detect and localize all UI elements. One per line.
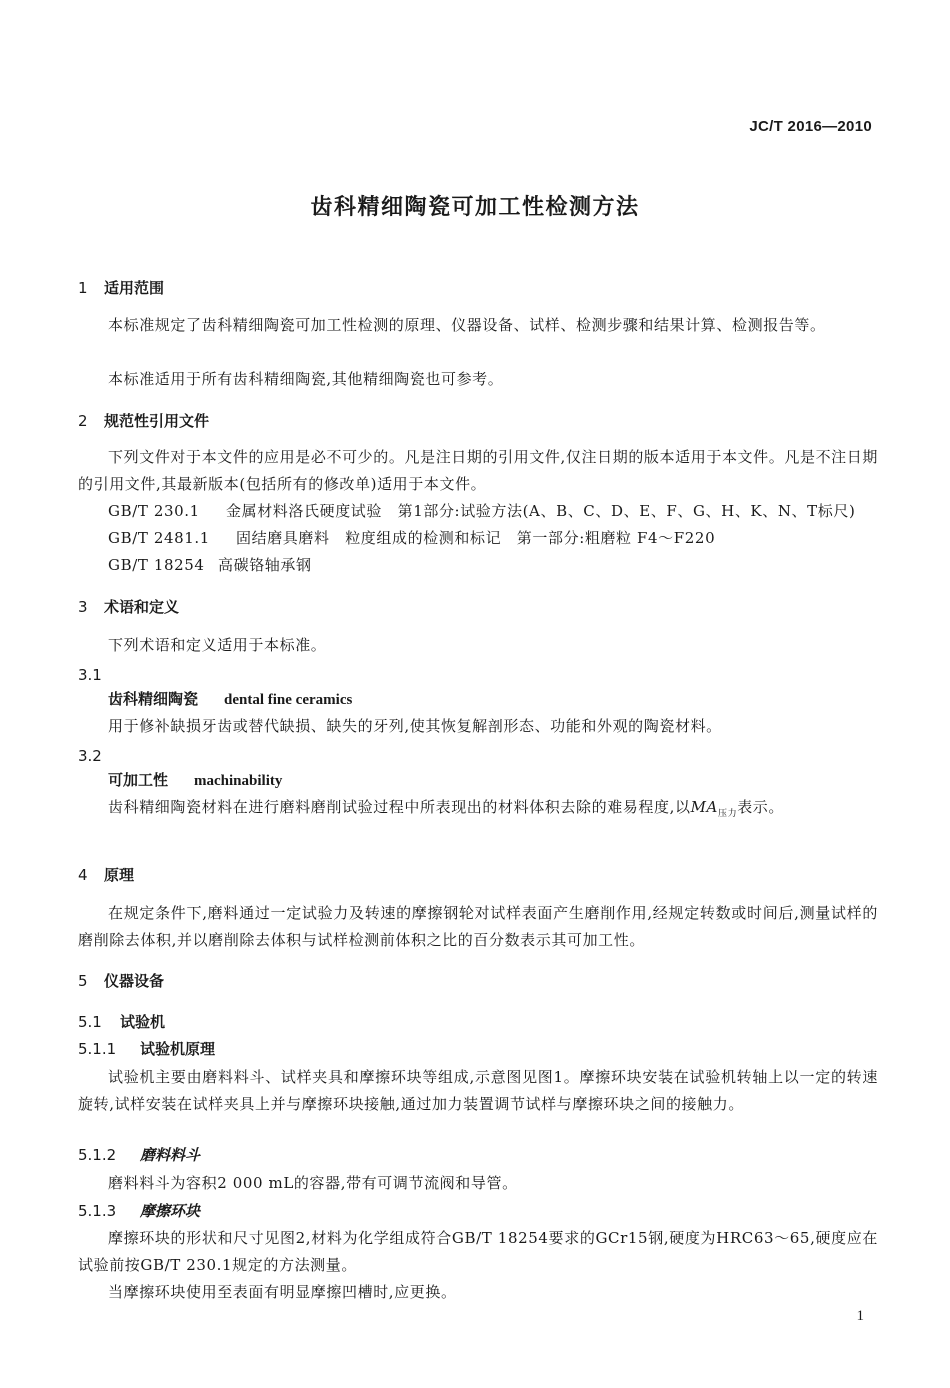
document-code: JC/T 2016—2010 bbox=[749, 118, 872, 135]
reference-title: 金属材料洛氏硬度试验 第1部分:试验方法(A、B、C、D、E、F、G、H、K、N、T标尺) bbox=[226, 502, 856, 520]
reference-title: 高碳铬轴承钢 bbox=[218, 556, 312, 574]
term-3-2-definition bbox=[78, 794, 878, 828]
section-title: 试验机 bbox=[120, 1013, 166, 1031]
section-title: 摩擦环块 bbox=[140, 1202, 201, 1220]
definition-text: 齿科精细陶瓷材料在进行磨料磨削试验过程中所表现出的材料体积去除的难易程度,以 bbox=[108, 798, 691, 816]
section-5-1-3-paragraph-2: 当摩擦环块使用至表面有明显摩擦凹槽时,应更换。 bbox=[108, 1283, 457, 1301]
section-3-paragraph-1: 下列术语和定义适用于本标准。 bbox=[108, 636, 327, 654]
section-number: 5 bbox=[78, 972, 88, 990]
section-5-1-3-heading bbox=[78, 1200, 878, 1222]
section-title: 仪器设备 bbox=[104, 972, 165, 990]
section-5-1-heading bbox=[78, 1011, 878, 1033]
term-3-2-number: 3.2 bbox=[78, 747, 102, 765]
reference-item bbox=[78, 552, 908, 579]
term-3-1-definition: 用于修补缺损牙齿或替代缺损、缺失的牙列,使其恢复解剖形态、功能和外观的陶瓷材料。 bbox=[108, 717, 722, 735]
section-number: 5.1.1 bbox=[78, 1040, 117, 1058]
section-title: 原理 bbox=[104, 866, 135, 884]
section-number: 5.1 bbox=[78, 1013, 102, 1031]
section-5-1-1-heading bbox=[78, 1038, 878, 1060]
section-number: 3 bbox=[78, 598, 88, 616]
section-5-heading bbox=[78, 970, 878, 992]
section-1-paragraph-1: 本标准规定了齿科精细陶瓷可加工性检测的原理、仪器设备、试样、检测步骤和结果计算、检测报告等。 bbox=[108, 316, 826, 334]
section-number: 1 bbox=[78, 279, 88, 297]
reference-code: GB/T 2481.1 bbox=[108, 529, 210, 547]
section-number: 4 bbox=[78, 866, 88, 884]
definition-text-end: 表示。 bbox=[737, 798, 784, 816]
term-3-1-name bbox=[78, 686, 908, 714]
section-5-1-1-paragraph-1: 试验机主要由磨料料斗、试样夹具和摩擦环块等组成,示意图见图1。摩擦环块安装在试验机转轴上以一定的转速旋转,试样安装在试样夹具上并与摩擦环块接触,通过加力装置调节试样与摩擦环块之间的接触力。 bbox=[78, 1068, 878, 1113]
term-name-cn: 可加工性 bbox=[108, 771, 169, 789]
section-3-heading bbox=[78, 596, 878, 618]
reference-item bbox=[78, 498, 908, 525]
section-5-1-2-paragraph-1: 磨料料斗为容积2 000 mL的容器,带有可调节流阀和导管。 bbox=[108, 1174, 518, 1192]
section-title: 规范性引用文件 bbox=[104, 412, 210, 430]
section-title: 术语和定义 bbox=[104, 598, 180, 616]
section-4-heading bbox=[78, 864, 878, 886]
term-name-en: machinability bbox=[194, 773, 283, 789]
section-number: 5.1.2 bbox=[78, 1146, 117, 1164]
reference-item bbox=[78, 525, 908, 552]
page-number: 1 bbox=[856, 1308, 864, 1324]
section-2-paragraph-1: 下列文件对于本文件的应用是必不可少的。凡是注日期的引用文件,仅注日期的版本适用于本文件。凡是不注日期的引用文件,其最新版本(包括所有的修改单)适用于本文件。 bbox=[78, 448, 878, 493]
document-title: 齿科精细陶瓷可加工性检测方法 bbox=[310, 195, 640, 220]
section-1-heading bbox=[78, 277, 878, 299]
section-5-1-2-heading bbox=[78, 1144, 878, 1166]
section-number: 5.1.3 bbox=[78, 1202, 117, 1220]
section-title: 磨料料斗 bbox=[140, 1146, 201, 1164]
term-name-en: dental fine ceramics bbox=[224, 692, 353, 708]
section-title: 适用范围 bbox=[104, 279, 165, 297]
reference-code: GB/T 230.1 bbox=[108, 502, 200, 520]
term-3-2-name bbox=[78, 767, 908, 795]
reference-title: 固结磨具磨料 粒度组成的检测和标记 第一部分:粗磨粒 F4～F220 bbox=[236, 529, 716, 547]
section-4-paragraph-1: 在规定条件下,磨料通过一定试验力及转速的摩擦钢轮对试样表面产生磨削作用,经规定转数或时间后,测量试样的磨削除去体积,并以磨削除去体积与试样检测前体积之比的百分数表示其可加工性。 bbox=[78, 904, 878, 949]
term-name-cn: 齿科精细陶瓷 bbox=[108, 690, 199, 708]
section-1-paragraph-2: 本标准适用于所有齿科精细陶瓷,其他精细陶瓷也可参考。 bbox=[108, 370, 504, 388]
section-5-1-3-paragraph-1: 摩擦环块的形状和尺寸见图2,材料为化学组成符合GB/T 18254要求的GCr15钢,硬度为HRC63～65,硬度应在试验前按GB/T 230.1规定的方法测量。 bbox=[78, 1229, 878, 1274]
reference-code: GB/T 18254 bbox=[108, 556, 205, 574]
symbol-ma: $MA_{压力}$ bbox=[690, 798, 738, 819]
term-3-1-number: 3.1 bbox=[78, 666, 102, 684]
section-title: 试验机原理 bbox=[140, 1040, 216, 1058]
section-2-heading bbox=[78, 410, 878, 432]
section-number: 2 bbox=[78, 412, 88, 430]
